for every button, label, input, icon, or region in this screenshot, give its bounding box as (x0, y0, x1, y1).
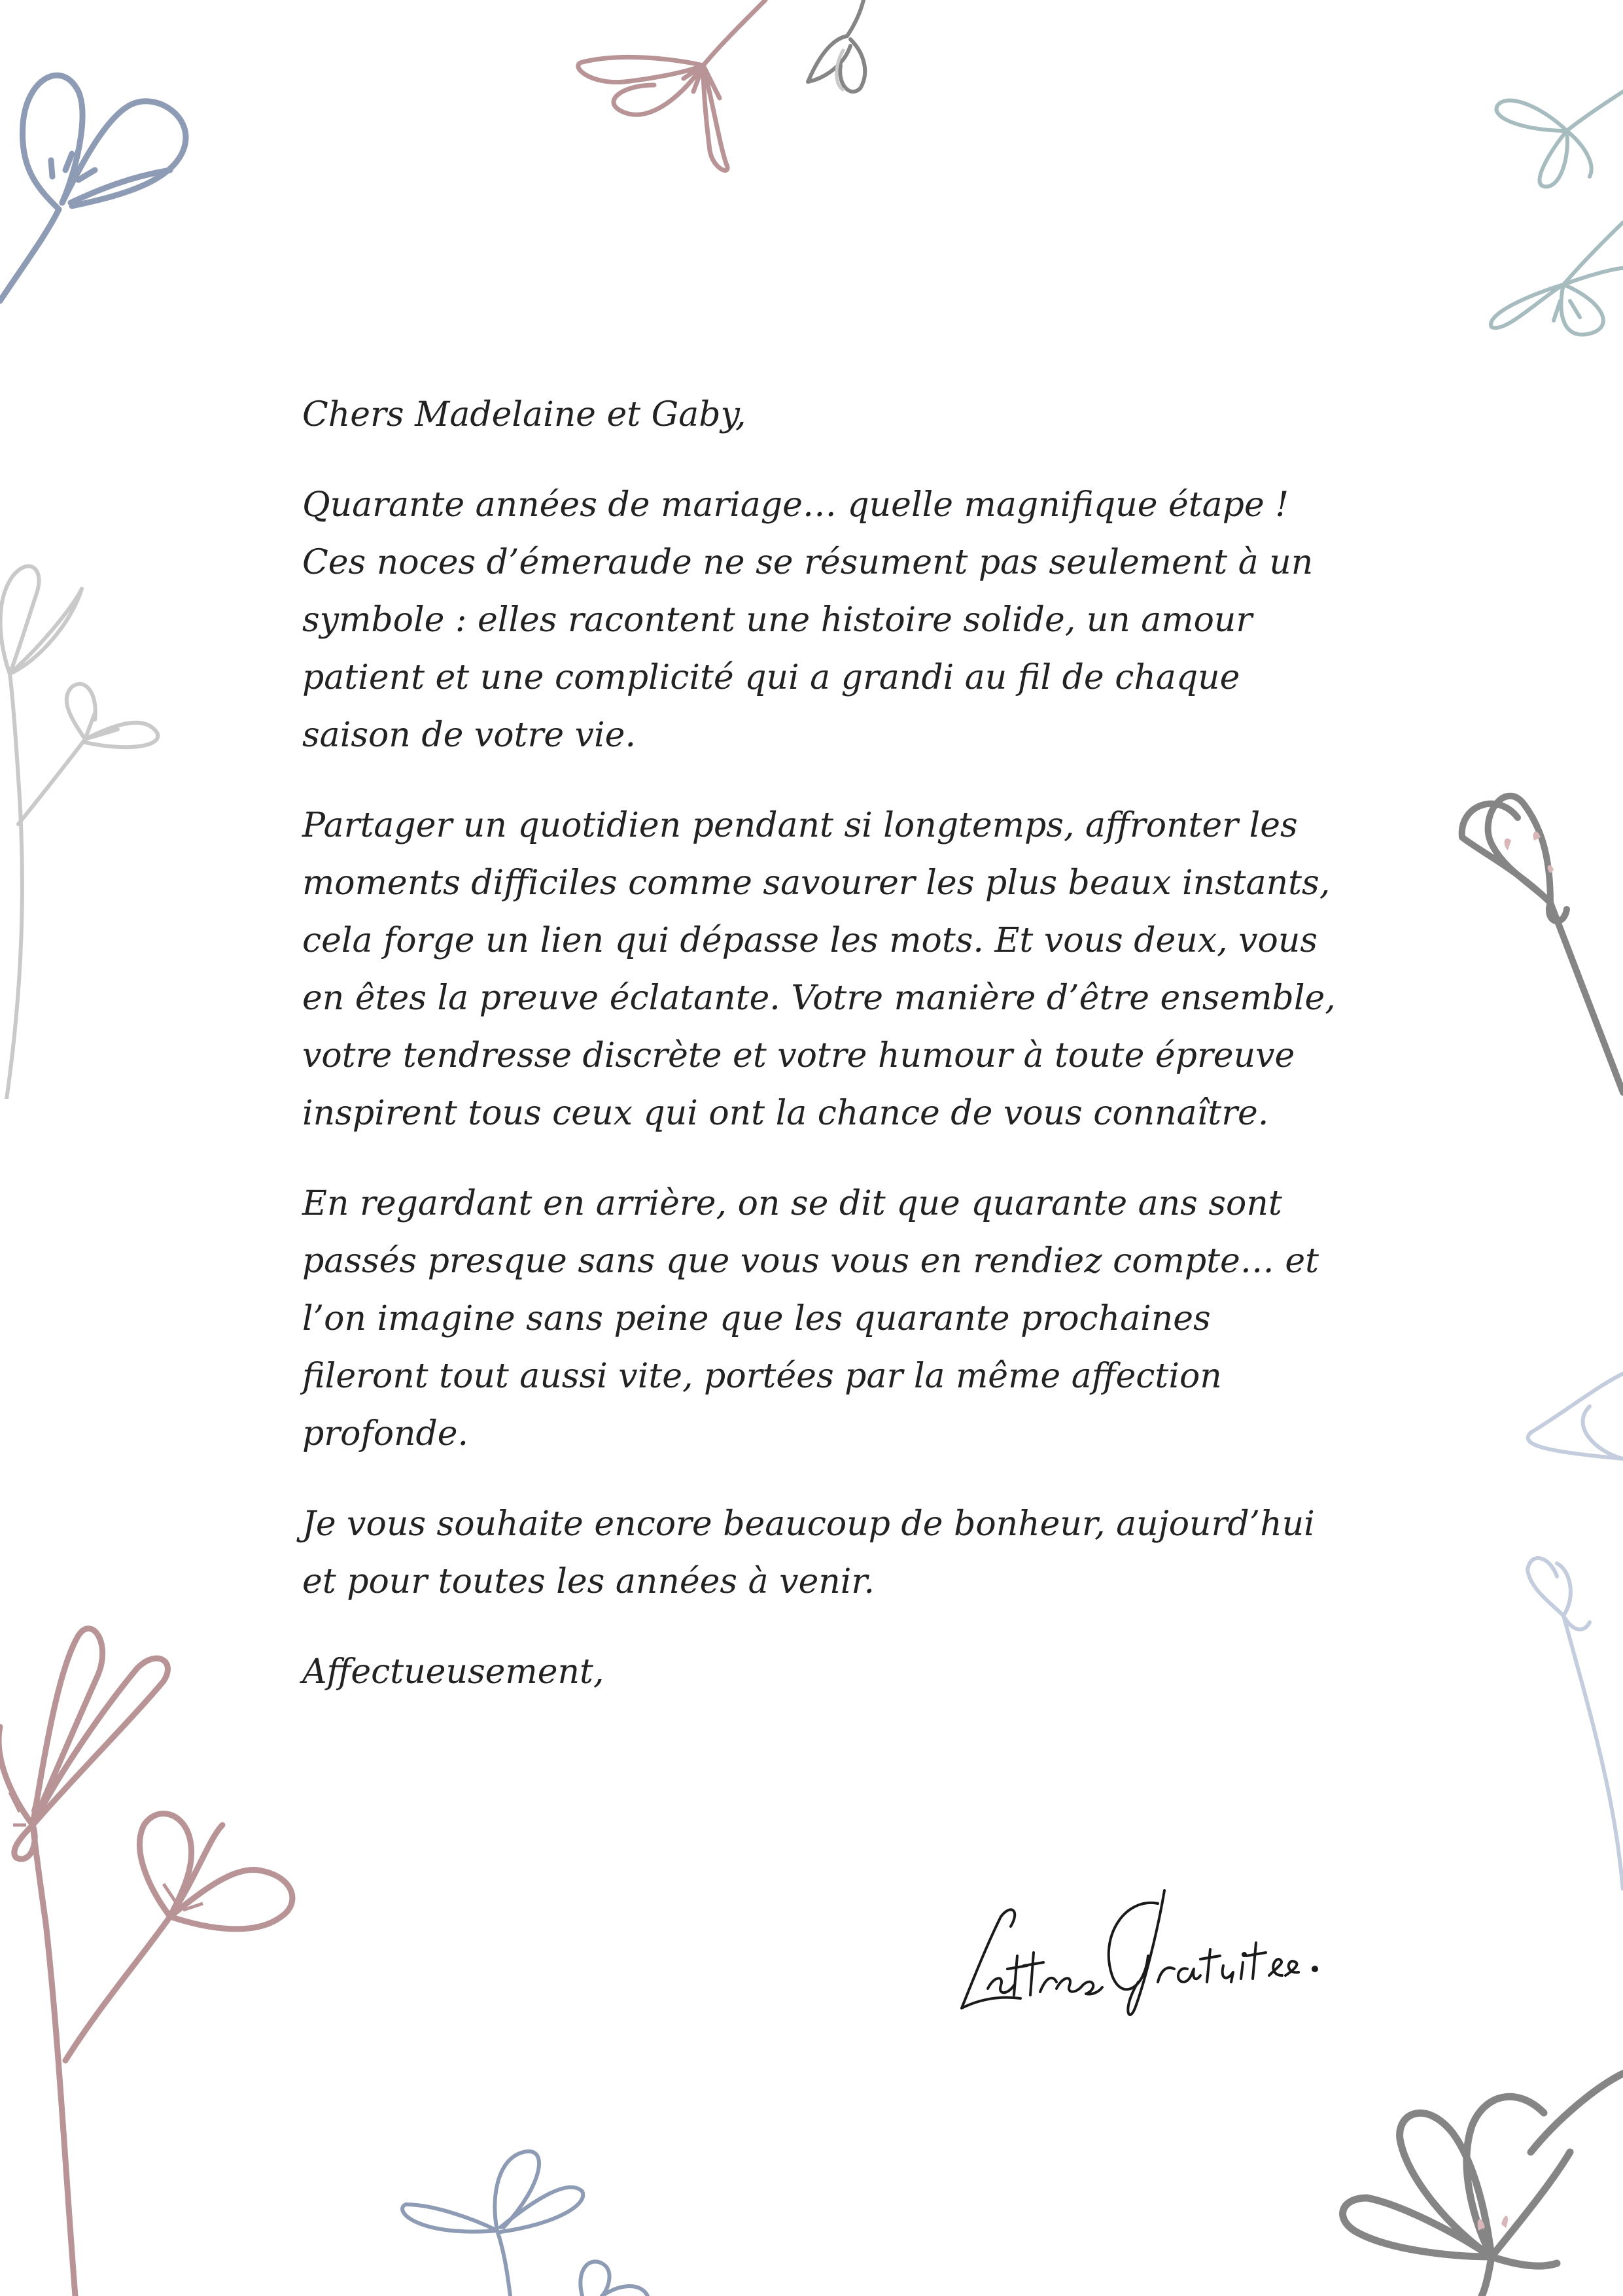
letter-paragraph-1: Quarante années de mariage… quelle magnifique étape ! Ces noces d’émeraude ne se résument pas seulement à un symbole : elles racontent une histoire solide, un amour patient et une complicité qui a grandi au fil de chaque saison de votre vie. (302, 485, 1314, 755)
letter-paragraph-2: Partager un quotidien pendant si longtemps, affronter les moments difficiles comme savourer les plus beaux instants, cela forge un lien qui dépasse les mots. Et vous deux, vous en êtes la preuve éclatante. Votre manière d’être ensemble, votre tendresse discrète et votre humour à toute épreuve inspirent tous ceux qui ont la chance de vous connaître. (302, 806, 1336, 1133)
flower-bottom-left-icon (0, 1485, 314, 2296)
flower-bottom-right-icon (1321, 2034, 1623, 2296)
flower-right-lower-icon (1505, 1348, 1623, 1890)
bud-top-icon (798, 0, 877, 98)
flower-right-middle-icon (1452, 765, 1623, 1105)
letter-closing: Affectueusement, (302, 1652, 604, 1692)
flower-top-center-icon (563, 0, 772, 183)
letter-paragraph-3: En regardant en arrière, on se dit que quarante ans sont passés presque sans que vous vous en rendiez compte… et l’on imagine sans peine que les quarante prochaines fileront tout aussi vite, portées par la même affection profonde. (302, 1184, 1319, 1453)
flower-top-left-icon (0, 39, 209, 314)
letter-paragraph-4: Je vous souhaite encore beaucoup de bonheur, aujourd’hui et pour toutes les années à venir. (302, 1505, 1315, 1601)
letter-body (302, 386, 1336, 1733)
letter-greeting: Chers Madelaine et Gaby, (302, 395, 746, 434)
flower-top-right-icon (1485, 52, 1623, 347)
flower-bottom-center-icon (393, 2106, 654, 2296)
flower-left-middle-icon (0, 549, 177, 1099)
signature-logo (949, 1877, 1321, 2028)
